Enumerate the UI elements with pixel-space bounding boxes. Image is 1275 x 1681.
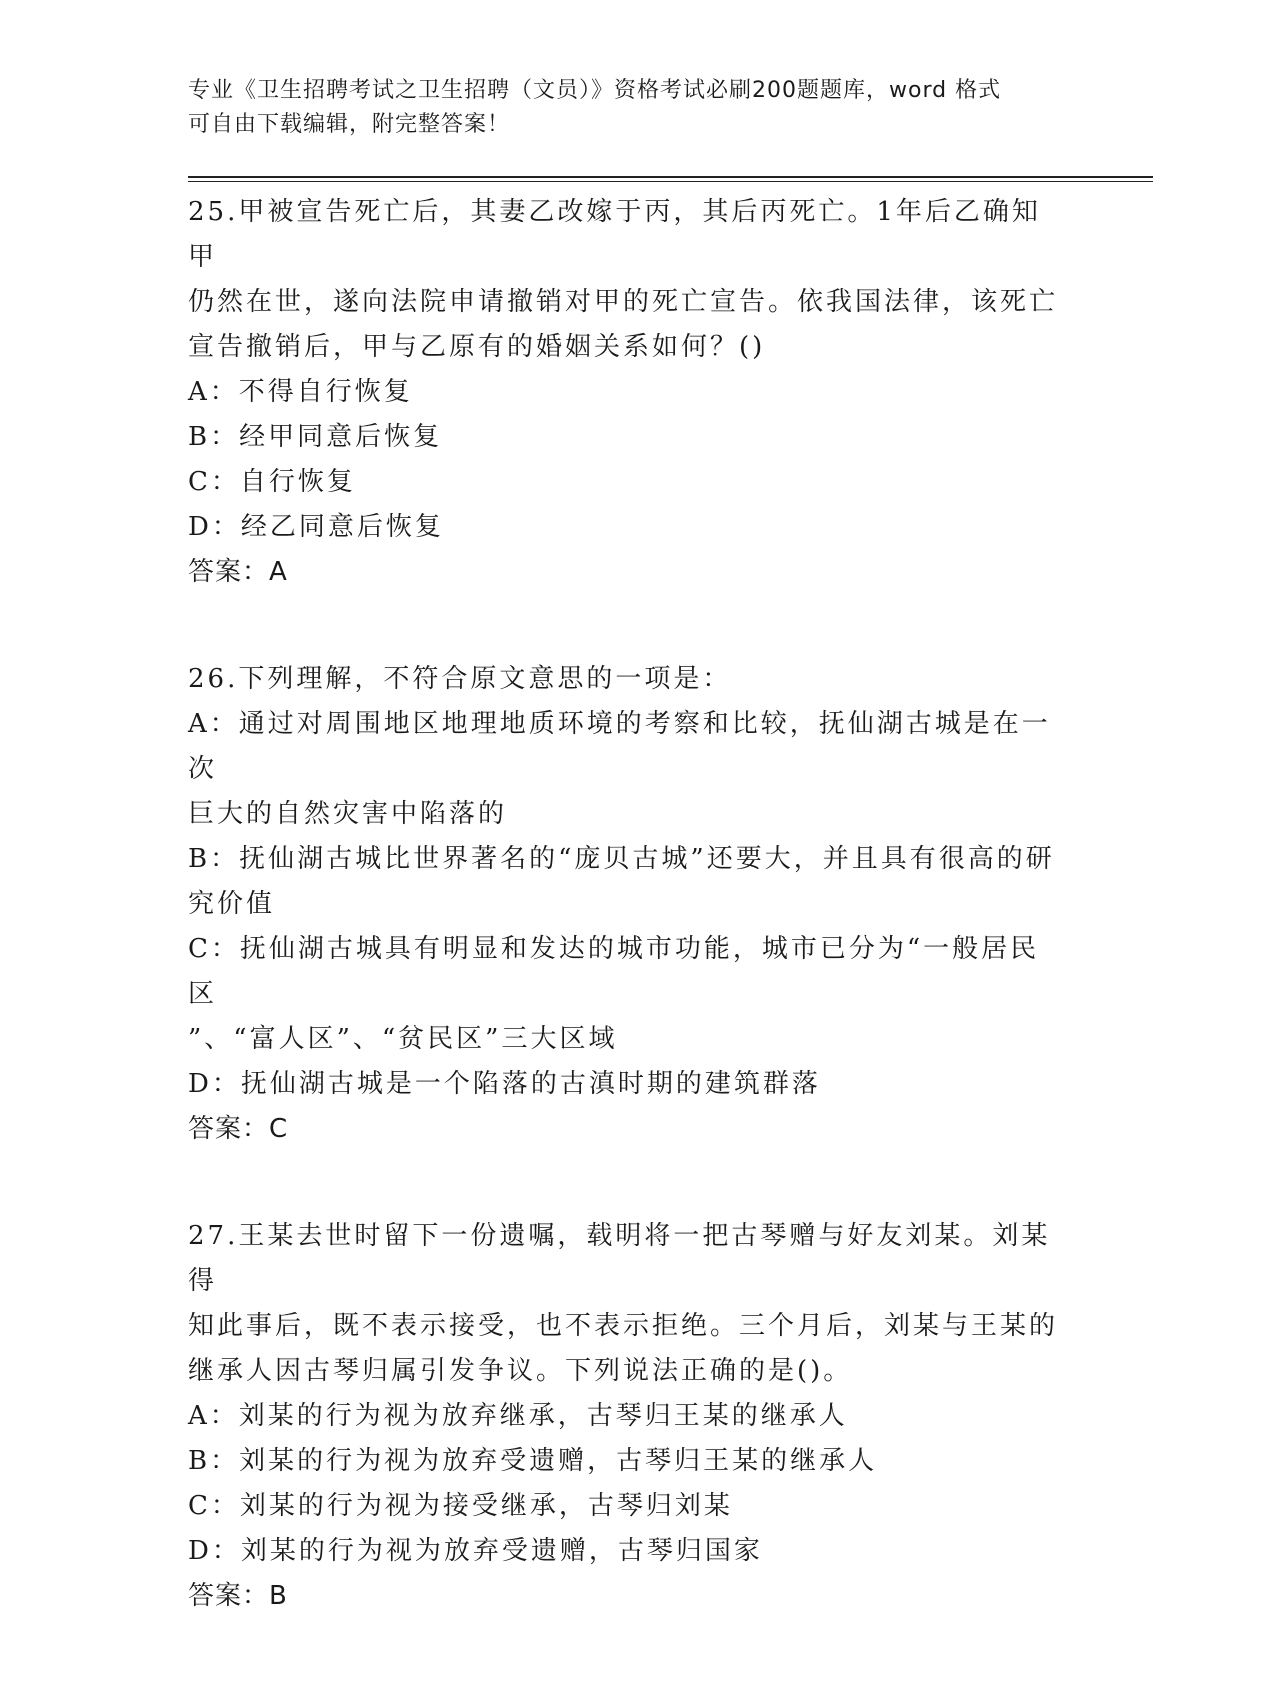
option-d bbox=[188, 505, 1068, 550]
option-a bbox=[188, 370, 1068, 415]
header-divider-thick bbox=[188, 176, 1153, 178]
option-line: D：经乙同意后恢复 bbox=[188, 512, 444, 542]
option-line: 究价值 bbox=[188, 889, 276, 919]
stem-line: 继承人因古琴归属引发争议。下列说法正确的是()。 bbox=[188, 1356, 853, 1386]
stem-line: 26.下列理解，不符合原文意思的一项是： bbox=[188, 664, 732, 694]
question-25 bbox=[188, 190, 1068, 595]
option-line: A：刘某的行为视为放弃继承，古琴归王某的继承人 bbox=[188, 1401, 848, 1431]
answer-line: 答案：B bbox=[188, 1581, 288, 1611]
stem-line: 宣告撤销后，甲与乙原有的婚姻关系如何？() bbox=[188, 332, 766, 362]
option-line: C：抚仙湖古城具有明显和发达的城市功能，城市已分为“一般居民区 bbox=[188, 934, 1040, 1009]
question-list bbox=[188, 190, 1068, 1681]
header-line-2: 可自由下载编辑，附完整答案！ bbox=[188, 112, 511, 137]
option-line: A：不得自行恢复 bbox=[188, 377, 413, 407]
option-c bbox=[188, 1484, 1068, 1529]
option-c bbox=[188, 460, 1068, 505]
option-d bbox=[188, 1062, 1068, 1107]
stem-line: 25.甲被宣告死亡后，其妻乙改嫁于丙，其后丙死亡。1年后乙确知甲 bbox=[188, 197, 1041, 272]
stem-line: 知此事后，既不表示接受，也不表示拒绝。三个月后，刘某与王某的 bbox=[188, 1311, 1059, 1341]
option-line: A：通过对周围地区地理地质环境的考察和比较，抚仙湖古城是在一次 bbox=[188, 709, 1051, 784]
option-line: B：抚仙湖古城比世界著名的“庞贝古城”还要大，并且具有很高的研 bbox=[188, 844, 1055, 874]
option-line: D：刘某的行为视为放弃受遗赠，古琴归国家 bbox=[188, 1536, 763, 1566]
option-line: 巨大的自然灾害中陷落的 bbox=[188, 799, 508, 829]
header-line-1: 专业《卫生招聘考试之卫生招聘（文员）》资格考试必刷200题题库，word 格式 bbox=[188, 78, 1002, 103]
option-line: D：抚仙湖古城是一个陷落的古滇时期的建筑群落 bbox=[188, 1069, 821, 1099]
option-line: B：经甲同意后恢复 bbox=[188, 422, 443, 452]
answer-line: 答案：A bbox=[188, 557, 288, 587]
header-divider-thin bbox=[188, 181, 1153, 182]
question-stem bbox=[188, 190, 1068, 370]
option-a bbox=[188, 1394, 1068, 1439]
answer-line: 答案：C bbox=[188, 1114, 289, 1144]
option-b bbox=[188, 837, 1068, 927]
option-line: ”、“富人区”、“贫民区”三大区域 bbox=[188, 1024, 618, 1054]
question-stem bbox=[188, 1214, 1068, 1394]
stem-line: 27.王某去世时留下一份遗嘱，载明将一把古琴赠与好友刘某。刘某得 bbox=[188, 1221, 1051, 1296]
option-a bbox=[188, 702, 1068, 837]
document-header bbox=[188, 74, 1078, 142]
option-line: B：刘某的行为视为放弃受遗赠，古琴归王某的继承人 bbox=[188, 1446, 878, 1476]
stem-line: 仍然在世，遂向法院申请撤销对甲的死亡宣告。依我国法律，该死亡 bbox=[188, 287, 1059, 317]
option-b bbox=[188, 415, 1068, 460]
question-stem bbox=[188, 657, 1068, 702]
question-27 bbox=[188, 1214, 1068, 1619]
option-c bbox=[188, 927, 1068, 1062]
option-line: C：刘某的行为视为接受继承，古琴归刘某 bbox=[188, 1491, 733, 1521]
option-b bbox=[188, 1439, 1068, 1484]
question-26 bbox=[188, 657, 1068, 1152]
option-line: C：自行恢复 bbox=[188, 467, 356, 497]
option-d bbox=[188, 1529, 1068, 1574]
